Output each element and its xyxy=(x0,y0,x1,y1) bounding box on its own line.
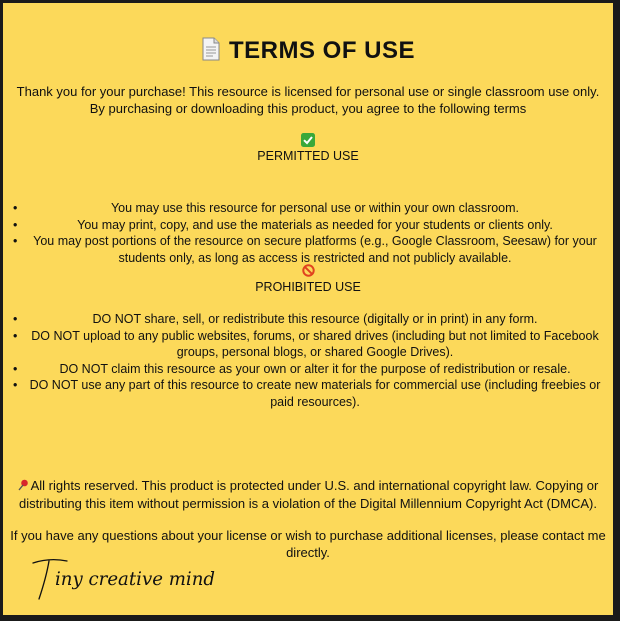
title-text: TERMS OF USE xyxy=(228,37,415,64)
intro-text: Thank you for your purchase! This resource is licensed for personal use or single classroom use only. By purchasing or downloading this product, you agree to the following terms xyxy=(16,84,600,116)
permitted-use-heading: PERMITTED USE xyxy=(257,149,359,163)
list-item: • You may post portions of the resource on secure platforms (e.g., Google Classroom, Seesaw) for your students only, as long as access is restricted and not publicly available. xyxy=(3,233,613,266)
list-item: • DO NOT claim this resource as your own or alter it for the purpose of redistribution or resale. xyxy=(3,361,613,378)
document-icon xyxy=(201,37,221,68)
list-item: • DO NOT use any part of this resource to create new materials for commercial use (including freebies or paid resources). xyxy=(3,377,613,410)
check-mark-icon xyxy=(3,133,613,150)
terms-page xyxy=(3,3,613,615)
prohibited-use-list xyxy=(3,311,613,410)
permitted-use-list xyxy=(3,200,613,266)
contact-text: If you have any questions about your license or wish to purchase additional licenses, please contact me directly. xyxy=(10,528,606,560)
svg-text:iny creative mind: iny creative mind xyxy=(55,568,215,590)
list-item: • You may print, copy, and use the materials as needed for your students or clients only. xyxy=(3,217,613,234)
copyright-notice xyxy=(9,477,607,512)
copyright-text: All rights reserved. This product is protected under U.S. and international copyright law. Copying or distributing this item without permission is a violation of the Digital Millennium Copyright Act (DMCA). xyxy=(19,478,599,511)
list-item: • You may use this resource for personal use or within your own classroom. xyxy=(3,200,613,217)
prohibited-use-heading: PROHIBITED USE xyxy=(255,280,361,294)
no-entry-icon xyxy=(3,264,613,280)
list-item: • DO NOT upload to any public websites, forums, or shared drives (including but not limited to Facebook groups, personal blogs, or shared Google Drives). xyxy=(3,328,613,361)
pushpin-icon xyxy=(18,478,29,495)
signature-logo xyxy=(27,551,227,607)
page-title xyxy=(3,37,613,68)
list-item: • DO NOT share, sell, or redistribute this resource (digitally or in print) in any form. xyxy=(3,311,613,328)
